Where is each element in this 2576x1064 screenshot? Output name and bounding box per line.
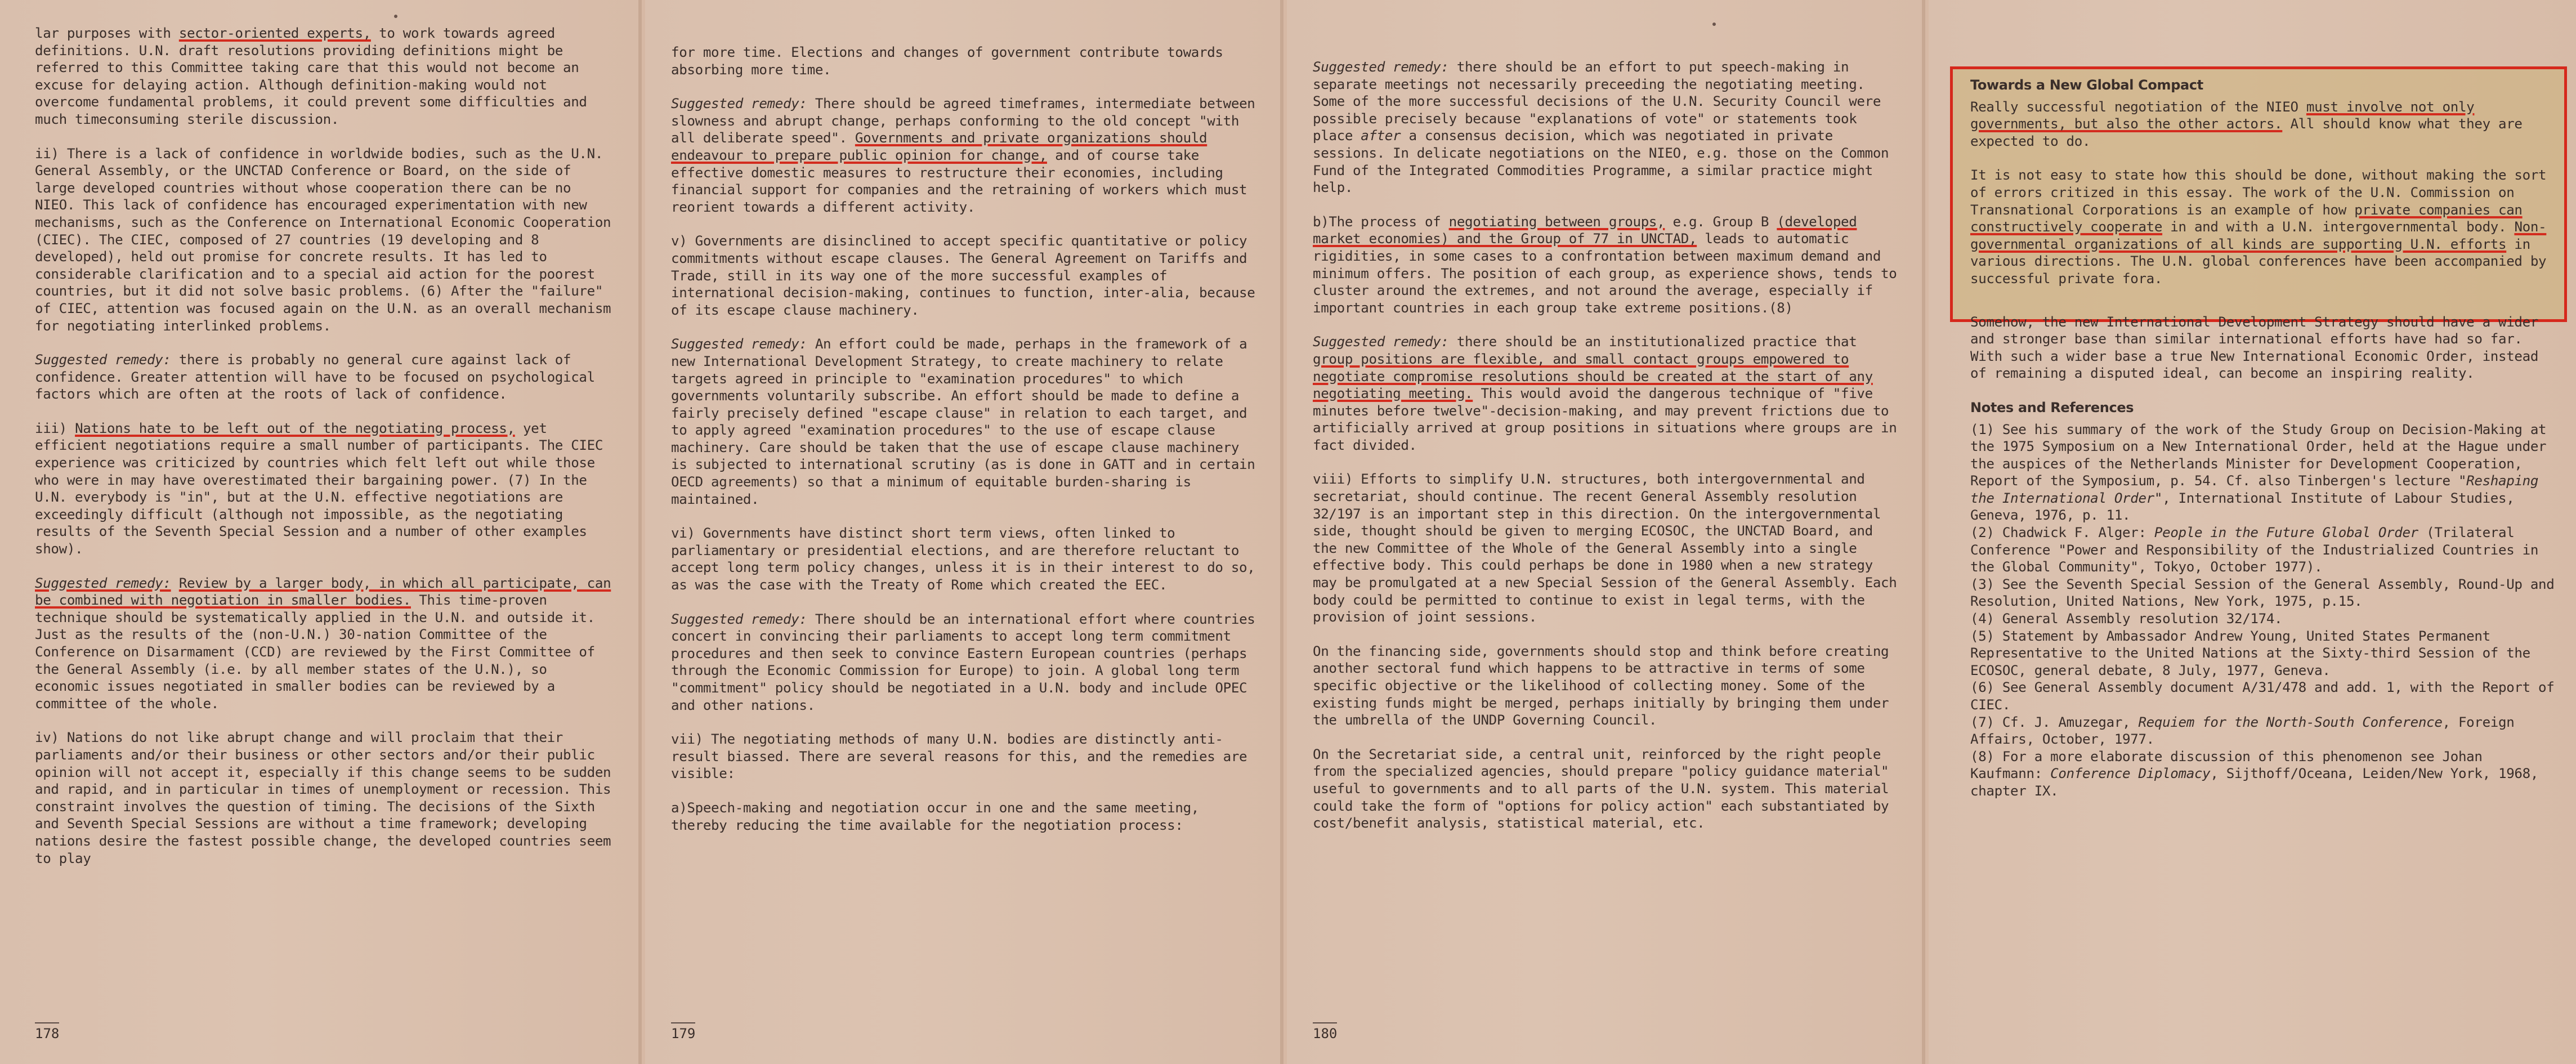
note-item: (3) See the Seventh Special Session of the General Assembly, Round-Up and Resolution, United Nations, New York, 1975, p.15. [1970, 576, 2555, 610]
note-item: (6) See General Assembly document A/31/478 and add. 1, with the Report of CIEC. [1970, 679, 2555, 713]
page-180 [1287, 0, 1925, 1064]
underlined-text: negotiating between groups, [1448, 213, 1665, 230]
note-item: (5) Statement by Ambassador Andrew Young, United States Permanent Representative to the United Nations at the Sixty-third Session of the ECOSOC, general debate, 8 July, 1977, Geneva. [1970, 628, 2530, 678]
underlined-text: group positions are flexible, and small contact groups empowered to negotiate compromise resolutions should be created at the start of any negotiating meeting. [1313, 351, 1873, 402]
note-item: (7) Cf. J. Amuzegar, Requiem for the North-South Conference, Foreign Affairs, October, 1977. [1970, 714, 2515, 748]
section-heading: Towards a New Global Compact [1970, 77, 2203, 93]
notes-heading: Notes and References [1970, 399, 2134, 415]
page-179-text [671, 44, 1260, 851]
paragraph: On the Secretariat side, a central unit, reinforced by the right people from the specialized agencies, should prepare "policy guidance material" useful to governments and to all parts of the U.N. system. This material could take the form of "options for policy action" each substantiated by cost/benefit analysis, statistical material, etc. [1313, 746, 1889, 831]
paragraph: b)The process of negotiating between groups, e.g. Group B (developed market economies) and the Group of 77 in UNCTAD, leads to automatic rigidities, in some cases to a confrontation between maximum demand and minimum offers. The position of each group, as experience shows, tends to cluster around the extremes, and not around the average, especially if important countries in each group take extreme positions.(8) [1313, 213, 1897, 316]
page-number: 178 [35, 1022, 59, 1041]
paragraph: vi) Governments have distinct short term views, often linked to parliamentary or presidential elections, and are therefore reluctant to accept long term policy changes, unless it is in their interest to do so, as was the case with the Treaty of Rome which created the EEC. [671, 525, 1255, 593]
speck [394, 15, 397, 18]
speck [1712, 23, 1716, 26]
paragraph: a)Speech-making and negotiation occur in one and the same meeting, thereby reducing the time available for the negotiation process: [671, 799, 1199, 833]
paragraph: Suggested remedy: there should be an effort to put speech-making in separate meetings not necessarily preceeding the negotiating meeting. Some of the more successful decisions of the U.N. Security Council were possible precisely because "explanations of vote" or statements took place after a consensus decision, which was negotiated in private sessions. In delicate negotiations on the NIEO, e.g. those on the Common Fund of the Integrated Commodities Programme, a similar practice might help. [1313, 59, 1889, 196]
notes-list [1970, 421, 2559, 800]
paragraph: Suggested remedy: there is probably no general cure against lack of confidence. Greater attention will have to be focused on psychological factors which are often at the roots of lack of confidence. [35, 352, 595, 403]
paragraph: It is not easy to state how this should be done, without making the sort of errors critized in this essay. The work of the U.N. Commission on Transnational Corporations is an example of how private companies can constructively cooperate in and with a U.N. intergovernmental body. Non-governmental organizations of all kinds are supporting U.N. efforts in various directions. The U.N. global conferences have been accompanied by successful private fora. [1970, 167, 2547, 287]
underlined-text: must involve not only governments, but also the other actors. [1970, 99, 2475, 132]
note-item: (4) General Assembly resolution 32/174. [1970, 611, 2283, 627]
underlined-text: Review by a larger body, in which all participate, can be combined with negotiation in smaller bodies. [35, 575, 611, 609]
paragraph: Suggested remedy: There should be agreed timeframes, intermediate between slowness and abrupt change, perhaps conforming to the old concept "with all deliberate speed". Governments and private organizations should endeavour to prepare public opinion for change, and of course take effective domestic measures to restructure their economies, including financial support for companies and the retraining of workers which must reorient towards a different activity. [671, 96, 1255, 215]
paragraph: for more time. Elections and changes of government contribute towards absorbing more time. [671, 44, 1223, 78]
paragraph: Suggested remedy: Review by a larger body, in which all participate, can be combined with negotiation in smaller bodies. This time-proven technique should be systematically applied in the U.N. and outside it. Just as the results of the (non-U.N.) 30-nation Committee of the Conference on Disarmament (CCD) are reviewed by the First Committee of the General Assembly (i.e. by all member states of the U.N.), so economic issues negotiated in smaller bodies can be reviewed by a committee of the whole. [35, 575, 611, 712]
note-item: (2) Chadwick F. Alger: People in the Future Global Order (Trilateral Conference "Power and Responsibility of the Industrialized Countries in the Global Community", Tokyo, October 1977). [1970, 525, 2539, 575]
paragraph: ii) There is a lack of confidence in worldwide bodies, such as the U.N. General Assembly, or the UNCTAD Conference or Board, on the side of large developed countries without whose cooperation there can be no NIEO. This lack of confidence has encouraged experimentation with new mechanisms, such as the Conference on International Economic Cooperation (CIEC). The CIEC, composed of 27 countries (19 developing and 8 developed), held out promise for concrete results. It has led to considerable clarification and to a special aid action for the poorest countries, but it did not solve basic problems. (6) After the "failure" of CIEC, attention was focused again on the U.N. as an overall mechanism for negotiating interlinked problems. [35, 145, 611, 334]
paragraph: v) Governments are disinclined to accept specific quantitative or policy commitments without escape clauses. The General Agreement on Tariffs and Trade, still in its way one of the more successful examples of international decision-making, continues to function, inter-alia, because of its escape clause machinery. [671, 233, 1255, 318]
note-item: (1) See his summary of the work of the Study Group on Decision-Making at the 1975 Symposium on a New International Order, held at the Hague under the auspices of the Netherlands Minister for Development Cooperation, Report of the Symposium, p. 54. Cf. also Tinbergen's lecture "Reshaping the International Order", International Institute of Labour Studies, Geneva, 1976, p. 11. [1970, 421, 2547, 524]
paragraph: Suggested remedy: There should be an international effort where countries concert in convincing their parliaments to accept long term commitment procedures and then seek to convince Eastern European countries (perhaps through the Economic Commission for Europe) to join. A global long term "commitment" policy should be negotiated in a U.N. body and include OPEC and other nations. [671, 611, 1255, 713]
page-180-text [1313, 59, 1902, 849]
page-number: 179 [671, 1022, 695, 1041]
underlined-text: sector-oriented experts, [178, 25, 371, 41]
underlined-text: Nations hate to be left out of the negotiating process, [75, 420, 515, 436]
underlined-text: Non-governmental organizations of all kinds are supporting U.N. efforts [1970, 219, 2547, 252]
page-number: 180 [1313, 1022, 1337, 1041]
paragraph: iv) Nations do not like abrupt change and will proclaim that their parliaments and/or their business or other sectors and/or their public opinion will not accept it, especially if this change seems to be sudden and rapid, and in particular in times of unemployment or recession. This constraint involves the question of timing. The decisions of the Sixth and Seventh Special Sessions are without a time framework; developing nations desire the fastest possible change, the developed countries seem to play [35, 730, 611, 866]
page-179 [645, 0, 1283, 1064]
paragraph: vii) The negotiating methods of many U.N. bodies are distinctly anti-result biassed. There are several reasons for this, and the remedies are visible: [671, 731, 1247, 782]
paragraph: Suggested remedy: An effort could be made, perhaps in the framework of a new International Development Strategy, to create machinery to relate targets agreed in principle to "examination procedures" to which governments voluntarily subscribe. An effort should be made to define a fairly precisely defined "escape clause" in relation to each target, and to apply agreed "examination procedures" to the use of escape clause machinery. Care should be taken that the use of escape clause machinery is subjected to international scrutiny (as is done in GATT and in certain OECD agreements) so that a minimum of equitable burden-sharing is maintained. [671, 336, 1255, 507]
page-181-text [1970, 77, 2559, 800]
note-item: (8) For a more elaborate discussion of this phenomenon see Johan Kaufmann: Conference Diplomacy, Sijthoff/Oceana, Leiden/New York, 1968, chapter IX. [1970, 748, 2539, 799]
underlined-text: Governments and private organizations should endeavour to prepare public opinion for change, [671, 130, 1208, 163]
paragraph: Suggested remedy: there should be an institutionalized practice that group positions are flexible, and small contact groups empowered to negotiate compromise resolutions should be created at the start of any negotiating meeting. This would avoid the dangerous technique of "five minutes before twelve"-decision-making, and may prevent frictions due to artificially arrived at group positions in situations where groups are in fact divided. [1313, 334, 1897, 453]
paragraph: On the financing side, governments should stop and think before creating another sectoral fund which happens to be attractive in terms of some specific objective or the likelihood of collecting money. Some of the existing funds might be merged, perhaps initially by bringing them under the umbrella of the UNDP Governing Council. [1313, 643, 1889, 728]
paragraph: Really successful negotiation of the NIEO must involve not only governments, but also the other actors. All should know what they are expected to do. [1970, 99, 2523, 149]
paragraph: lar purposes with sector-oriented experts, to work towards agreed definitions. U.N. draft resolutions providing definitions might be referred to this Committee taking care that this would not become an excuse for delaying action. Although definition-making would not overcome fundamental problems, it could prevent some difficulties and much timeconsuming sterile discussion. [35, 25, 587, 127]
page-178-text [35, 25, 618, 884]
underlined-text: (developed market economies) and the Group of 77 in UNCTAD, [1313, 213, 1857, 247]
paragraph: iii) Nations hate to be left out of the negotiating process, yet efficient negotiations require a small number of participants. The CIEC experience was criticized by countries which felt left out while those who were in may have overestimated their bargaining power. (7) In the U.N. everybody is "in", but at the U.N. effective negotiations are exceedingly difficult (although not impossible, as the negotiating results of the Seventh Special Session and a number of other examples show). [35, 420, 603, 557]
paragraph: viii) Efforts to simplify U.N. structures, both intergovernmental and secretariat, should continue. The recent General Assembly resolution 32/197 is an important step in this direction. On the intergovernmental side, thought should be given to merging ECOSOC, the UNCTAD Board, and the new Committee of the Whole of the General Assembly into a single effective body. This could perhaps be done in 1980 when a new strategy may be promulgated at a new Special Session of the General Assembly. Each body could be permitted to continue to exist in legal terms, with the provision of joint sessions. [1313, 471, 1897, 625]
paragraph: Somehow, the new International Development Strategy should have a wider and stronger base than similar international efforts have had so far. With such a wider base a true New International Economic Order, instead of remaining a disputed ideal, can become an inspiring reality. [1970, 314, 2539, 382]
page-178 [0, 0, 642, 1064]
page-181 [1929, 0, 2576, 1064]
underlined-text: private companies can constructively cooperate [1970, 202, 2523, 235]
